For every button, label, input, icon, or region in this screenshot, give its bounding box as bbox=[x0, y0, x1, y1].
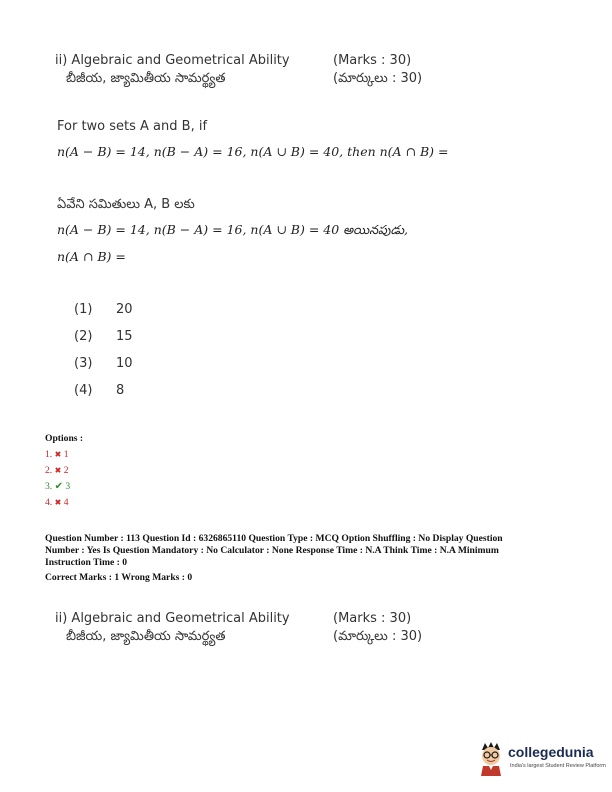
question-expression-en: n(A − B) = 14, n(B − A) = 16, n(A ∪ B) = 40, then n(A ∩ B) = bbox=[57, 144, 449, 159]
options-header: Options : bbox=[45, 433, 84, 444]
option-row bbox=[45, 465, 69, 476]
choice-number: (1) bbox=[74, 302, 93, 317]
section-title-te: బీజీయ, జ్యామితీయ సామర్థ్యత bbox=[66, 71, 226, 86]
choice-value: 15 bbox=[116, 329, 133, 344]
choice-value: 20 bbox=[116, 302, 133, 317]
option-value: 4 bbox=[63, 497, 69, 508]
option-value: 1 bbox=[63, 449, 69, 460]
question-intro-te: ఏవేని సమితులు A, B లకు bbox=[57, 197, 195, 212]
brand-name: collegedunia bbox=[508, 744, 594, 760]
choice-value: 8 bbox=[116, 383, 125, 398]
choice-number: (3) bbox=[74, 356, 93, 371]
section-title-en: ii) Algebraic and Geometrical Ability bbox=[55, 611, 290, 626]
option-row bbox=[45, 449, 69, 460]
option-row bbox=[45, 497, 69, 508]
option-value: 2 bbox=[63, 465, 69, 476]
option-row bbox=[45, 481, 70, 492]
section-marks-en: (Marks : 30) bbox=[333, 53, 412, 68]
wrong-icon: ✖ bbox=[54, 450, 62, 459]
wrong-icon: ✖ bbox=[54, 498, 62, 507]
question-meta-line-2: Number : Yes Is Question Mandatory : No Calculator : None Response Time : N.A Think Time : N.A Minimum bbox=[45, 545, 499, 556]
section-marks-te: (మార్కులు : 30) bbox=[333, 629, 423, 644]
question-intro-en: For two sets A and B, if bbox=[57, 119, 208, 134]
question-expression-te: n(A − B) = 14, n(B − A) = 16, n(A ∪ B) = 40 అయినపుడు, bbox=[57, 222, 409, 237]
correct-check-icon: ✔ bbox=[54, 481, 63, 492]
section-marks-te: (మార్కులు : 30) bbox=[333, 71, 423, 86]
choice-value: 10 bbox=[116, 356, 133, 371]
question-expression-te-2: n(A ∩ B) = bbox=[57, 249, 126, 264]
option-index: 2. bbox=[45, 465, 53, 476]
option-index: 1. bbox=[45, 449, 53, 460]
section-title-en: ii) Algebraic and Geometrical Ability bbox=[55, 53, 290, 68]
option-index: 3. bbox=[45, 481, 53, 492]
wrong-icon: ✖ bbox=[54, 466, 62, 475]
marks-info: Correct Marks : 1 Wrong Marks : 0 bbox=[45, 572, 193, 583]
option-index: 4. bbox=[45, 497, 53, 508]
question-meta-line-3: Instruction Time : 0 bbox=[45, 557, 127, 568]
choice-number: (2) bbox=[74, 329, 93, 344]
question-meta-line-1: Question Number : 113 Question Id : 6326865110 Question Type : MCQ Option Shuffling : No Display Question bbox=[45, 533, 503, 544]
collegedunia-mascot-icon bbox=[478, 740, 504, 776]
brand-tagline: India's largest Student Review Platform bbox=[510, 763, 606, 769]
option-value: 3 bbox=[65, 481, 71, 492]
section-marks-en: (Marks : 30) bbox=[333, 611, 412, 626]
choice-number: (4) bbox=[74, 383, 93, 398]
section-title-te: బీజీయ, జ్యామితీయ సామర్థ్యత bbox=[66, 629, 226, 644]
